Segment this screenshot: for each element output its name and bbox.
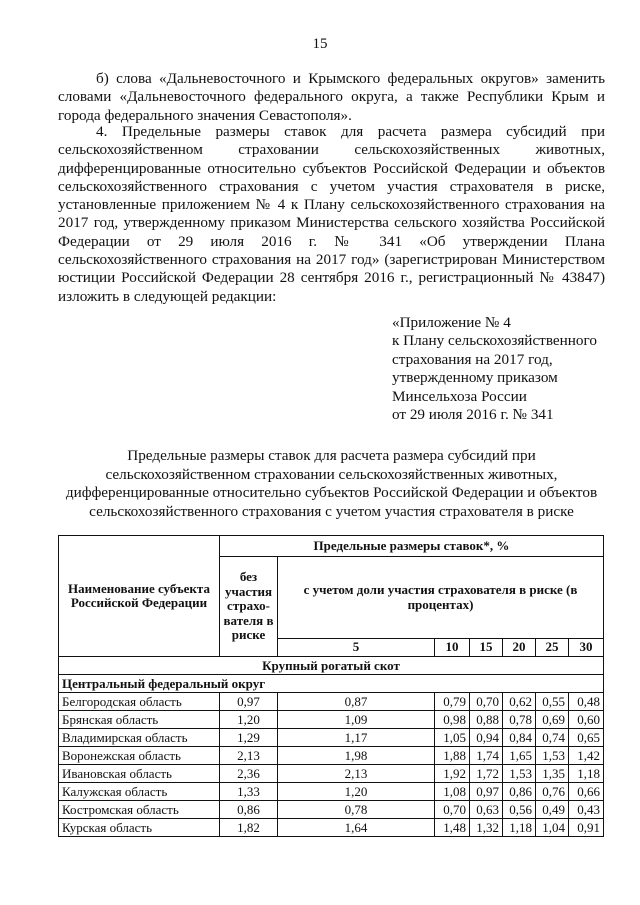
share-20: 20 — [503, 639, 536, 657]
table-row — [59, 729, 604, 747]
rate-cell: 0,97 — [470, 783, 503, 801]
rate-cell: 1,17 — [278, 729, 435, 747]
rate-cell: 1,20 — [278, 783, 435, 801]
paragraph-b: б) слова «Дальневосточного и Крымского федеральных округов» заменить словами «Дальневосточного федерального округа, а также Республики Крым и города федерального значения Севастополя». — [58, 70, 605, 124]
region-name: Брянская область — [59, 711, 220, 729]
rate-cell: 1,92 — [435, 765, 470, 783]
region-name: Костромская область — [59, 801, 220, 819]
appendix-line: к Плану сельскохозяйственного — [392, 332, 597, 350]
rate-cell: 0,49 — [536, 801, 569, 819]
rate-cell: 0,78 — [503, 711, 536, 729]
district-row: Центральный федеральный округ — [59, 675, 604, 693]
rate-cell: 0,70 — [435, 801, 470, 819]
rate-cell: 1,42 — [569, 747, 604, 765]
rate-cell: 0,79 — [435, 693, 470, 711]
rate-cell: 0,87 — [278, 693, 435, 711]
appendix-line: «Приложение № 4 — [392, 314, 511, 331]
share-30: 30 — [569, 639, 604, 657]
rate-cell: 0,74 — [536, 729, 569, 747]
rate-cell: 0,84 — [503, 729, 536, 747]
rate-cell: 0,86 — [503, 783, 536, 801]
rate-cell: 0,91 — [569, 819, 604, 837]
rate-cell: 0,55 — [536, 693, 569, 711]
rate-cell: 1,53 — [536, 747, 569, 765]
rate-cell: 1,04 — [536, 819, 569, 837]
rate-cell: 0,69 — [536, 711, 569, 729]
share-15: 15 — [470, 639, 503, 657]
rate-cell: 0,63 — [470, 801, 503, 819]
region-name: Курская область — [59, 819, 220, 837]
rate-cell: 1,33 — [220, 783, 278, 801]
header-limits: Предельные размеры ставок*, % — [220, 536, 604, 557]
table-row — [59, 819, 604, 837]
header-subject: Наименование субъекта Российской Федерации — [59, 536, 220, 657]
rate-cell: 0,66 — [569, 783, 604, 801]
rate-cell: 1,09 — [278, 711, 435, 729]
rate-cell: 0,78 — [278, 801, 435, 819]
appendix-reference — [392, 314, 622, 424]
rate-cell: 1,18 — [503, 819, 536, 837]
rate-cell: 1,08 — [435, 783, 470, 801]
region-name: Владимирская область — [59, 729, 220, 747]
rate-cell: 0,43 — [569, 801, 604, 819]
table-row — [59, 693, 604, 711]
rate-cell: 1,35 — [536, 765, 569, 783]
rate-cell: 0,48 — [569, 693, 604, 711]
header-no-participation: без участия страхо- вателя в риске — [220, 557, 278, 657]
rate-cell: 0,88 — [470, 711, 503, 729]
section-row: Крупный рогатый скот — [59, 657, 604, 675]
rate-cell: 1,98 — [278, 747, 435, 765]
region-name: Калужская область — [59, 783, 220, 801]
table-row — [59, 711, 604, 729]
rate-cell: 0,56 — [503, 801, 536, 819]
appendix-line: страхования на 2017 год, — [392, 350, 553, 368]
rate-cell: 1,88 — [435, 747, 470, 765]
rate-cell: 0,60 — [569, 711, 604, 729]
region-name: Ивановская область — [59, 765, 220, 783]
appendix-line: Минсельхоза России — [392, 387, 527, 405]
title-line: сельскохозяйственном страховании сельскохозяйственных животных, — [105, 465, 558, 483]
share-25: 25 — [536, 639, 569, 657]
rate-cell: 1,20 — [220, 711, 278, 729]
rate-cell: 0,62 — [503, 693, 536, 711]
rate-cell: 2,13 — [220, 747, 278, 765]
paragraph-4: 4. Предельные размеры ставок для расчета размера субсидий при сельскохозяйственном страховании сельскохозяйственных животных, дифференцированные относительно субъектов Российской Федерации и объектов сельскохозяйственного страхования с учетом участия страхователя в риске, установленные приложением № 4 к Плану сельскохозяйственного страхования на 2017 год, утвержденному приказом Министерства сельского хозяйства Российской Федерации от 29 июля 2016 г. № 341 «Об утверждении Плана сельскохозяйственного страхования на 2017 год» (зарегистрирован Министерством юстиции Российской Федерации 28 сентября 2016 г., регистрационный № 43847) изложить в следующей редакции: — [58, 123, 605, 305]
rate-cell: 1,65 — [503, 747, 536, 765]
rate-cell: 1,05 — [435, 729, 470, 747]
rate-cell: 0,94 — [470, 729, 503, 747]
title-line: сельскохозяйственного страхования с учетом участия страхователя в риске — [89, 502, 574, 520]
appendix-line: от 29 июля 2016 г. № 341 — [392, 406, 554, 424]
rate-cell: 0,76 — [536, 783, 569, 801]
appendix-line: утвержденному приказом — [392, 369, 558, 387]
table-title — [58, 447, 605, 521]
rate-cell: 1,72 — [470, 765, 503, 783]
rate-cell: 0,65 — [569, 729, 604, 747]
rate-cell: 1,82 — [220, 819, 278, 837]
share-5: 5 — [278, 639, 435, 657]
rate-cell: 1,18 — [569, 765, 604, 783]
rate-cell: 0,98 — [435, 711, 470, 729]
rates-table — [58, 535, 604, 837]
rate-cell: 1,64 — [278, 819, 435, 837]
rate-cell: 0,70 — [470, 693, 503, 711]
share-10: 10 — [435, 639, 470, 657]
rate-cell: 0,97 — [220, 693, 278, 711]
rate-cell: 2,36 — [220, 765, 278, 783]
rate-cell: 1,32 — [470, 819, 503, 837]
rate-cell: 2,13 — [278, 765, 435, 783]
region-name: Белгородская область — [59, 693, 220, 711]
rate-cell: 1,48 — [435, 819, 470, 837]
rate-cell: 1,53 — [503, 765, 536, 783]
table-row — [59, 747, 604, 765]
page-number: 15 — [312, 36, 328, 52]
title-line: Предельные размеры ставок для расчета размера субсидий при — [127, 447, 536, 464]
table-row — [59, 765, 604, 783]
table-row — [59, 783, 604, 801]
region-name: Воронежская область — [59, 747, 220, 765]
table-row — [59, 801, 604, 819]
rate-cell: 1,29 — [220, 729, 278, 747]
header-with-participation: с учетом доли участия страхователя в риске (в процентах) — [278, 557, 604, 639]
title-line: дифференцированные относительно субъектов Российской Федерации и объектов — [65, 484, 598, 502]
rate-cell: 0,86 — [220, 801, 278, 819]
rate-cell: 1,74 — [470, 747, 503, 765]
